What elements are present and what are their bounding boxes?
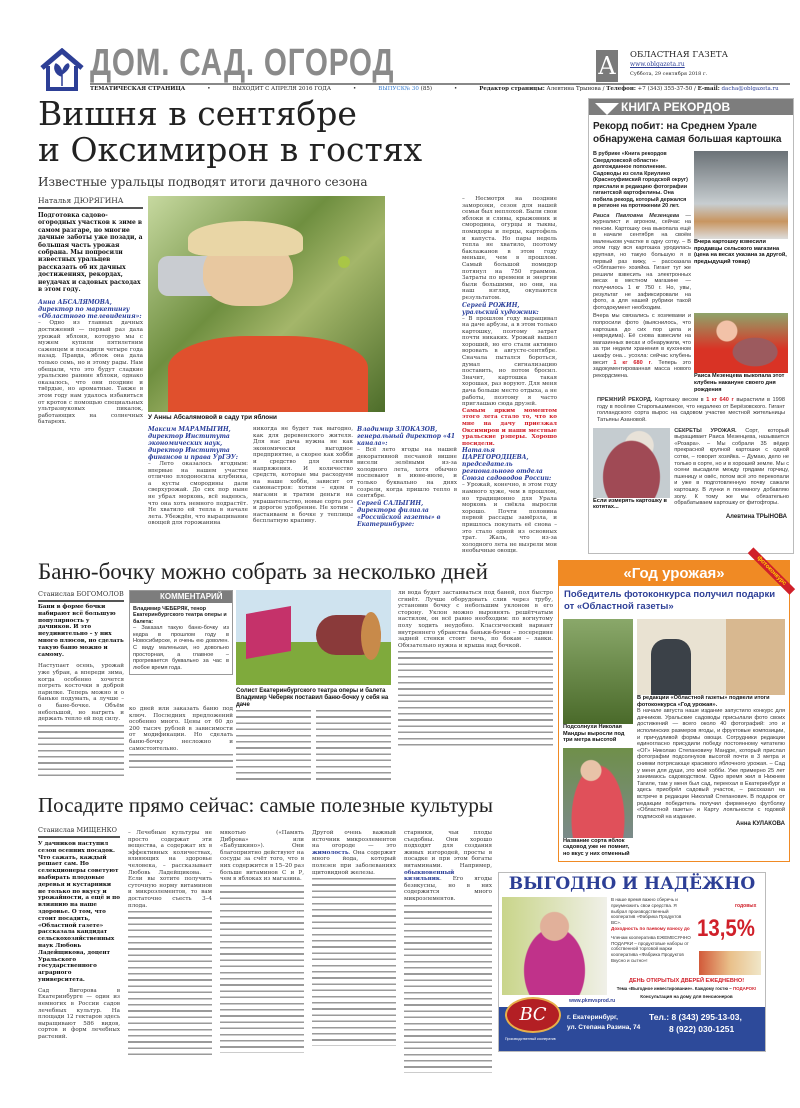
article1-col3 — [253, 426, 353, 525]
email-link[interactable]: dacha@oblgazeta.ru — [721, 86, 779, 92]
paragraph: мякотью («Память Диброва» или «Бабушкино»). Они благоприятно действуют на сосуды за счёт того, что в них содержится в 15–20 раз больше витаминов С и Р, чем в яблоках из магазина. — [220, 830, 304, 883]
weight-value: 1 кг 640 г — [706, 397, 734, 404]
ad-logo: ВС — [505, 997, 561, 1033]
paragraph: – Несмотря на поздние заморозки, сезон для нашей семьи был неплохой. Были свои яблоки и сливы, крыжовник и смородина, огурцы и тыквы, помидоры и перцы, картофель и капуста. Но пары недель тепла не хватило, поэтому баклажанов в этом году меньше, чем в прошлом. Самый большой помидор потянул на 750 граммов. Затраты по времени и энергии были большими, но они, на наш взгляд, окупаются результатом. — [462, 196, 557, 301]
section-label: СЕКРЕТЫ УРОЖАЯ. — [674, 427, 737, 434]
ad-site[interactable]: www.pkmvsprod.ru — [569, 998, 616, 1004]
paragraph: – Лето оказалось ягодным: впервые на нашем участке отлично плодоносила клубника, а кусты смородины дали сверхурожай. До сих пор ныне не убрал морковь, всё надеюсь, что она хоть немного подрастёт. Не хватило ей тепла в начале лета. Убеждён, что выращивание овощей для горожанина — [148, 461, 248, 527]
apples-photo — [563, 748, 633, 838]
rubric-header: КНИГА РЕКОРДОВ — [589, 99, 793, 115]
issue-total: (85) — [420, 86, 432, 92]
article1-col1 — [38, 212, 143, 426]
ad-yield-label: Доходность по паевому взносу до — [611, 925, 690, 931]
paragraph: . Его ягоды безвкусны, но в них содержится много микроэлементов. — [404, 876, 492, 902]
ad-consult: Консультация на дому для пенсионеров — [640, 994, 733, 999]
paragraph: . Теперь это задокументированная масса нового рекордсмена. — [593, 359, 691, 379]
paragraph: – Урожай, конечно, в этом году намного хуже, чем в прошлом, но традиционно для Урала морковь и свёкла выросли хорошо. Почти половина первой рассады замёрзла, и пришлось покупать её снова – это стало одной из основных трат. Жаль, что из-за холодного лета не вызрели мои необычные овощи. — [462, 482, 557, 555]
article2-col1 — [38, 604, 124, 778]
website-link[interactable]: www.oblgazeta.ru — [630, 61, 685, 68]
contest-title: «Год урожая» — [559, 561, 789, 586]
speaker: Максим МАРАМЫГИН, директор Института экономических наук, директор Института финансов и права УрГЭУ: — [148, 426, 238, 461]
weight-value: 1 кг 680 г — [613, 359, 651, 366]
paragraph: — журналист и агроном, сейчас на пенсии. Картошку она выкопала ещё в начале сентября на своём маленьком участке в одну сотку. – В этом году вся картошка уродилась крупная, но такую большую я в первый раз вижу, – рассказала «Облгазете» хозяйка. Гигант тут же решили взвесить на электронных весах в местном магазине — получилось 1 кг 750 г. Но, увы, результат не зафиксировали на фото, а для нашей рубрики такой фотодокумент необходим. — [593, 212, 691, 311]
article-headline — [38, 96, 422, 168]
section-label: ПРЕЖНИЙ РЕКОРД. — [597, 397, 653, 404]
woman-potato-photo — [694, 313, 788, 373]
issue-number: ВЫПУСК№ 30 — [378, 86, 419, 92]
award-photo — [637, 619, 785, 695]
editor-name: Алевтина Трынова — [546, 86, 601, 92]
paragraph: Сорт, который выращивает Раиса Мезенцева, называется «Розара». – Мы собрали 35 вёдер прекрасной крупной картошки с одной сотки, – говорит хозяйка. – Думаю, дело не только в сорте, но и в хорошей земле. Мы с осени высадили между грядами горчицу, пшеницу и овёс, потом всё это перекопали и уже в подготовленную почву сажали картошку. В лунки я понемногу добавляю золу. К тому же мы обязательно обрабатываем картошку от фитофторы. — [674, 427, 790, 507]
ad-man-photo — [502, 897, 607, 995]
paragraph: ко дней или заказать баню под ключ. Последних предложений особенно много. Цены от 60 до 200 тысяч рублей в зависимости от модификации. Но сделать баню-бочку несложно и самостоятельно. — [129, 706, 233, 752]
lead: Подготовка садово-огородных участков к зиме в самом разгаре, но многие дачные заботы уже позади, а большая часть урожая собрана. Мы попросили известных уральцев рассказать об их дачных достижениях, рекордах, неудачах и садовых расходах в этом году. — [38, 212, 143, 294]
paragraph: Картошку весом в — [652, 397, 707, 404]
records-lead: В рубрике «Книга рекордов Свердловской области» долгожданное пополнение. Садоводы из села Криулино (Красноуфимский городской округ) прислали в редакцию фотографии гигантской картофелины. Она побила рекорд, который держался в регионе на протяжении 20 лет. — [593, 151, 688, 209]
paragraph: Сад Вигорова в Екатеринбурге — один из немногих в России садов лечебных культур. На площади 12 гектаров здесь выращивают 586 видов, сортов и форм лечебных растений. — [38, 987, 120, 1040]
ad-gift: ПОДАРОК! — [732, 986, 757, 991]
paragraph: В начале августа наше издание запустило конкурс для дачников. Уральские садоводы присылали фото своих достижений — всего около 40 фотографий: это и исполинских размеров ягоды, и фруктовые композиции, и причудливой формы овощи. Сотрудники редакции единогласно присудили победу постоянному читателю «ОГ» Николаю Степановичу Мандре, который прислал фотографии подсолнухов высотой почти в 3 метра и снимки потрясающе красивого яблочного урожая. – Сад у меня для души, это моё хобби. Уже примерно 25 лет занимаюсь садоводством. Одно время жил в Нижнем Тагиле, там у меня был сад, переехал в Екатеринбург и здесь приобрёл садовый участок, – рассказал на встрече в редакции Николай Степанович. В подарок от редакции победитель получил фирменную футболку «Областной газеты» и Карту лояльности с годовой подпиской на издание. — [637, 708, 785, 820]
advertisement[interactable] — [498, 872, 766, 1052]
paragraph: вырастили в 1998 году в посёлке Старопышминске, что недалеко от Берёзовского. Гигант голландского сорта вырос на садовом участке местной жительницы Татьяны Азановой. — [597, 397, 785, 423]
paragraph: Другой очень важный источник микроэлементов на огороде — это — [312, 830, 396, 850]
paragraph: Наступает осень, урожай уже убран, а впереди зима, когда особенно хочется погреть косточки в доброй парилке. Теперь можно и о баньке подумать, а лучше – о бане-бочке. Объём небольшой, но нагреть и держать тепло ей под силу. — [38, 663, 124, 723]
paragraph: – Всё лето ягоды на нашей декоративной песчаной вишне висели зелёными из-за холодного лета, хотя обычно поспевают в июне-июле, и только буквально на днях созрели, когда пришло тепло в сентябре. — [357, 447, 457, 500]
byline: Станислав БОГОМОЛОВ — [38, 590, 124, 602]
speaker: Анна АБСАЛЯМОВА, директор по маркетингу «Областного телевидения»: — [38, 299, 142, 321]
paper-logo: А — [597, 52, 617, 80]
article3-col1 — [38, 841, 120, 1040]
person-name: Раиса Павловна Мезенцева — [593, 212, 680, 219]
rubric-triangle-icon — [595, 103, 619, 115]
records-headline: Рекорд побит: на Среднем Урале обнаружена самая большая картошка — [593, 121, 782, 145]
masthead-strip: ТЕМАТИЧЕСКАЯ СТРАНИЦА • ВЫХОДИТ С АПРЕЛЯ 2016 ГОДА • ВЫПУСК№ 30 (85) • Редактор страницы: Алевтина Трынова / Телефон: +7 (343) 355-37-50 / E-mail: dacha@oblgazeta.ru — [90, 83, 790, 93]
masthead — [38, 42, 790, 94]
ad-street: ул. Степана Разина, 74 — [567, 1024, 641, 1031]
ad-text: В наше время важно сберечь и приумножить свои средства. Я выбрал производственный кооператив «Фабрика Продуктов ВС». — [611, 897, 682, 926]
byline: Наталья ДЮРЯГИНА — [38, 196, 143, 209]
comment-rubric: КОММЕНТАРИЙ — [130, 591, 232, 603]
ad-phone: 8 (922) 030-1251 — [669, 1024, 735, 1034]
article3-col3 — [220, 830, 304, 1053]
photo-caption: Раиса Мезенцева выкопала этот клубень накануне своего дня рождения — [694, 373, 785, 393]
house-logo-icon — [38, 48, 86, 92]
lead: Бани в форме бочки набирают всё большую популярность у дачников. И это неудивительно – у них много плюсов, но сделать такую баню можно и самому. — [38, 604, 124, 658]
speaker: Владимир ЗЛОКАЗОВ, генеральный директор «41 канала»: — [357, 426, 456, 447]
cat-potato-photo — [593, 428, 670, 498]
paragraph: – Лечебные культуры не просто содержат эти вещества, а содержат их в эффективных количествах, влияющих на здоровье человека, – рассказывает Любовь Ладейщикова. – Если вы хотите получить суточную норму витаминов и микроэлементов, то вам достаточно съесть 3–4 плода. — [128, 830, 212, 909]
photo-caption: Если измерять картошку в котятах... — [593, 497, 667, 511]
article2-col5 — [398, 590, 553, 749]
photo-caption: Название сорта яблок садовод уже не помнит, но вкус у них отменный — [563, 837, 630, 857]
paragraph: – Одно из главных дачных достижений — первый раз дала урожай яблоня, которую мы с мужем купили пятилетним саженцем и посадили четыре года назад. Правда, яблок она дала только семь, но и этому рады. Нам обещали, что это будут сладкие уральские ранние яблоки, однако оказалось, что они поздние и твёрдые, но ароматные. Также в этом году нам удалось избавиться от кротов с помощью специальных ультразвуковых пикалок, работающих на солнечных батареях. — [38, 320, 143, 426]
comment-text: – Заказал такую баню-бочку из кедра в прошлом году в Новосибирске, и очень ею доволен. С виду маленькая, но довольно просторная, а главное – прогревается буквально за час в любое время года. — [133, 625, 229, 671]
paragraph: ли вода будет застаиваться под баней, пол быстро сгниёт. Лучше оборудовать слив через трубу, установив бочку с небольшим уклоном в его сторону. Уклон можно выровнять решётчатым настилом, он всё равно необходим: по вогнутому полу ходить неудобно. Классический вариант внутреннего убранства баньки-бочки – посередине задней стенки стоит печь, по бокам – лавки. Обязательно нужна и крыша над бочкой. — [398, 590, 553, 649]
highlight-quote: Самым ярким моментом этого лета стало то, что ко мне на дачу приезжал Оксимирон и наши местные уральские рэперы. Хорошо посидели. — [462, 407, 557, 447]
sunflowers-photo — [563, 619, 633, 724]
ad-theme: Тема «Выгодное инвестирование». Каждому гостю – — [616, 986, 732, 991]
article1-col2 — [148, 426, 248, 527]
apple-tree-photo — [148, 196, 385, 412]
paragraph: старники, чьи плоды съедобны. Они хорошо подходят для создания живых изгородей, просты в посадке и при этом богаты витаминами. Например, — [404, 830, 492, 869]
contest-box — [558, 555, 790, 862]
paragraph: . Она содержит много йода, который полезен при заболеваниях щитовидной железы. — [312, 849, 396, 876]
comment-author: Владимир ЧЕБЕРЯК, тенор Екатеринбургского театра оперы и балета: — [133, 606, 227, 625]
article1-col5 — [462, 196, 557, 555]
speaker: Сергей САЛЫГИН, директора филиала «Российской газеты» в Екатеринбурге: — [357, 499, 441, 528]
article1-col4 — [357, 426, 457, 528]
ad-open-days: ДЕНЬ ОТКРЫТЫХ ДВЕРЕЙ ЕЖЕДНЕВНО! — [628, 978, 745, 984]
byline: Станислав МИЩЕНКО — [38, 826, 120, 838]
speaker: Сергей РОЖИН, уральский художник: — [462, 301, 539, 316]
ad-tel-label: Тел.: — [649, 1012, 670, 1022]
phone-label: Телефон: — [606, 86, 636, 92]
records-box — [588, 98, 794, 554]
byline: Алевтина ТРЫНОВА — [725, 513, 787, 520]
lead: У дачников наступил сезон осенних посадок. Что сажать, каждый решает сам. Но селекционеры советуют выбирать плодовые деревья и кустарники не только по вкусу и урожайности, а ещё и по влиянию на наше здоровье. О том, что стоит посадить, «Областной газете» рассказала кандидат сельскохозяйственных наук Любовь Ладейщикова, доцент Уральского государственного аграрного университета. — [38, 841, 120, 983]
ad-text: Членам кооператива ЕЖЕМЕСЯЧНО ПОДАРКИ – продуктовые наборы от собственной торговой марки кооператива «Фабрика Продуктов Вкусно и сытно»! — [611, 934, 691, 963]
article-headline: Баню-бочку можно собрать за несколько дней — [38, 559, 488, 584]
photo-caption: В редакции «Областной газеты» подвели итоги фотоконкурса «Год урожая». — [637, 695, 770, 708]
photo-caption: Солист Екатеринбургского театра оперы и балета Владимир Чеберяк поставил баню-бочку у себя на даче — [236, 688, 389, 708]
paragraph: – В прошлом году выращивал на даче арбузы, а в этом только картошку, поэтому затрат почти никаких. Урожай вышел хороший, но его стали активно воровать в августе-сентябре. Сначала пытался бороться, думал сигнализацию поставить, но потом бросил. Значит, картошка такая хорошая, раз воруют. Для меня дача больше место отдыха, а не работы, поэтому я часто приглашаю сюда друзей. — [462, 315, 557, 408]
article3-col4 — [312, 830, 396, 1046]
speaker: Наталья ЦАРЕГОРОДЦЕВА, председатель регионального отдела Союза садоводов России: — [462, 447, 552, 483]
ad-city: г. Екатеринбург, — [567, 1014, 618, 1021]
headline-line-2: и Оксимирон в гостях — [38, 130, 423, 169]
article2-col2 — [129, 706, 233, 772]
strip-since: ВЫХОДИТ С АПРЕЛЯ 2016 ГОДА — [232, 86, 332, 92]
headline-line-1: Вишня в сентябре — [38, 94, 357, 133]
highlight-term: жимолость — [312, 849, 349, 856]
article3-col2 — [128, 830, 212, 1059]
comment-box — [129, 590, 233, 675]
ad-rate-note: годовых — [735, 903, 757, 909]
photo-caption: У Анны Абсалямовой в саду три яблони — [148, 414, 277, 421]
ad-rate: 13,5% — [697, 915, 755, 942]
paper-name: ОБЛАСТНАЯ ГАЗЕТА — [630, 50, 729, 60]
ad-coop: Производственный кооператив — [505, 1037, 556, 1041]
phone: +7 (343) 355-37-50 — [637, 86, 693, 92]
ad-phone: 8 (343) 295-13-03, — [671, 1012, 742, 1022]
highlight-term: обыкновенный кизильник — [404, 869, 455, 883]
email-label: E-mail: — [697, 86, 720, 92]
photo-caption: Подсолнухи Николая Мандры выросли под три метра высотой — [563, 724, 625, 744]
article3-col5 — [404, 830, 492, 1073]
barrel-sauna-photo — [236, 590, 391, 685]
ad-title: ВЫГОДНО И НАДЁЖНО — [508, 874, 756, 894]
editor-label: Редактор страницы: — [479, 86, 545, 92]
article-subtitle: Известные уральцы подводят итоги дачного сезона — [38, 175, 368, 189]
issue-date: Суббота, 29 сентября 2018 г. — [630, 71, 708, 77]
strip-label: ТЕМАТИЧЕСКАЯ СТРАНИЦА — [90, 86, 186, 92]
ad-products-photo — [699, 951, 761, 975]
contest-headline: Победитель фотоконкурса получил подарки от «Областной газеты» — [564, 589, 776, 612]
byline: Анна КУЛАКОВА — [735, 821, 785, 828]
paragraph: Вчера мы связались с хозяевами и попросили фото (выяснилось, что картошка до сих пор цела и невредима). Её снова взвесили на магазинных весах и обнаружили, что за три недели хранения в кухонном шкафу она... усохла: сейчас клубень весит — [593, 313, 691, 366]
paragraph: никогда не будет так выгодно, как для деревенского жителя. Для нас дача нужна не как экономически выгодное предприятие, а скорее как хобби и средство для снятия напряжения. И количество средств, которые мы расходуем на наше хобби, зависит от самонастроя: хотим – едем в магазин и тратим деньги на украшательство, новые сорта роз и дорогое удобрение. Не хотим – настаиваем в бочке у теплицы бесплатную крапиву. — [253, 426, 353, 525]
article-headline: Посадите прямо сейчас: самые полезные культуры — [38, 793, 493, 817]
photo-caption: Вчера картошку взвесили продавцы сельского магазина (цена на весах указана за другой, предыдущий товар) — [694, 239, 787, 265]
contest-ribbon: фотоконкурс — [748, 547, 795, 594]
scales-photo — [694, 151, 788, 239]
masthead-title: ДОМ. САД. ОГОРОД — [90, 42, 395, 84]
